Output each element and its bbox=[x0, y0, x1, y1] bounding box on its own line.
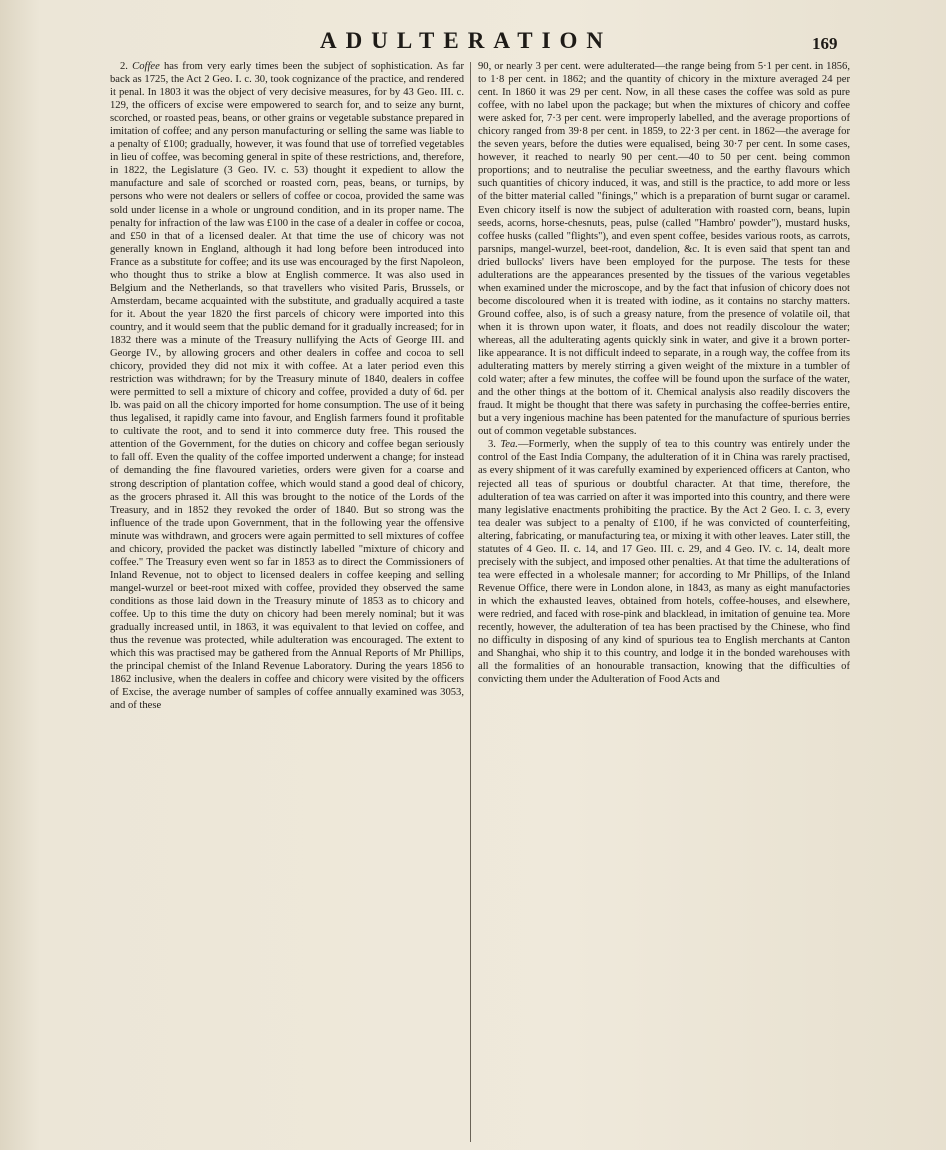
page-number: 169 bbox=[812, 34, 838, 53]
section-heading-coffee: Coffee bbox=[132, 61, 160, 72]
page-header bbox=[0, 26, 946, 62]
section-heading-tea: Tea. bbox=[500, 439, 518, 451]
running-title: ADULTERATION bbox=[320, 28, 613, 53]
paragraph-coffee bbox=[110, 60, 464, 712]
section-number: 2. bbox=[120, 61, 133, 72]
right-column bbox=[478, 60, 850, 1145]
left-column bbox=[110, 60, 464, 1145]
paragraph-text: —Formerly, when the supply of tea to this country was entirely under the control of the East India Company, the adulteration of it in China was rarely practised, as every shipment of it was carefully examined by experienced officers at Canton, who rejected all teas of spurious or doubtful character. At that time, therefore, the adulteration of tea was carried on after it was imported into this country, and there were many legislative enactments prohibiting the practice. By the Act 2 Geo. I. c. 3, every tea dealer was subject to a penalty of £100, if he was convicted of counterfeiting, altering, fabricating, or manufacturing tea, or mixing it with other leaves. Later still, the statutes of 4 Geo. II. c. 14, and 17 Geo. III. c. 29, and 4 Geo. IV. c. 14, dealt more precisely with the subject, and imposed other penalties. At that time the adulterations of tea were effected in a wholesale manner; for according to Mr Phillips, of the Inland Revenue Office, there were in London alone, in 1843, as many as eight manufactories in which the exhausted leaves, obtained from hotels, coffee-houses, and elsewhere, were redried, and faced with rose-pink and blacklead, in imitation of genuine tea. More recently, however, the adulteration of tea has been practised by the Chinese, who find no difficulty in disposing of any kind of spurious tea to English merchants at Canton and Shanghai, who ship it to this country, and lodge it in the bonded warehouses with all the formalities of an honourable transaction, knowing that the difficulties of convicting them under the Adulteration of Food Acts and bbox=[478, 439, 850, 686]
paragraph-text: has from very early times been the subject of sophistication. As far back as 1725, the Act 2 Geo. I. c. 30, took cognizance of the practice, and rendered it penal. In 1803 it was the object of very decisive measures, for by 43 Geo. III. c. 129, the officers of excise were empowered to search for, and to seize any burnt, scorched, or roasted peas, beans, or other grains or vegetable substance prepared in imitation of coffee; and any person manufacturing or selling the same was liable to a penalty of £100; gradually, however, it was found that use of torrefied vegetables in lieu of coffee, was becoming general in spite of these restrictions, and, therefore, in 1822, the Legislature (3 Geo. IV. c. 53) thought it expedient to allow the manufacture and sale of scorched or roasted corn, peas, beans, or turnips, by persons who were not dealers or sellers of coffee or cocoa, provided the same was sold under license in a whole or unground condition, and in its proper name. The penalty for infraction of the law was £100 in the case of a dealer in coffee or cocoa, and £50 in that of a licensed dealer. At that time the use of chicory was not generally known in England, although it had long before been introduced into France as a substitute for coffee; and its use was encouraged by the first Napoleon, who thought thus to strike a blow at English commerce. It was also used in Belgium and the Netherlands, so that travellers who visited Paris, Brussels, or Amsterdam, became acquainted with the substitute, and gradually acquired a taste for it. About the year 1820 the first parcels of chicory were imported into this country, and it would seem that the public demand for it gradually increased; for in 1832 there was a minute of the Treasury nullifying the Acts of George III. and George IV., by allowing grocers and other dealers in coffee and cocoa to sell chicory, provided they did not mix it with coffee. At a later period even this restriction was withdrawn; for by the Treasury minute of 1840, dealers in coffee were permitted to sell a mixture of chicory and coffee, provided a duty of 6d. per lb. was paid on all the chicory imported for home consumption. The use of it being thus legalised, it rapidly came into favour, and English farmers found it profitable to cultivate the root, and to send it into commerce duty free. This roused the attention of the Government, for the duties on chicory and coffee began seriously to fall off. Even the quality of the coffee imported underwent a change; for instead of demanding the fine flavoured varieties, orders were given for a coarse and strong description of plantation coffee, which would stand a good deal of chicory, as the grocers phrased it. All this was brought to the notice of the Lords of the Treasury, and in 1852 they revoked the order of 1840. But so strong was the influence of the trade upon Government, that in the following year the offensive minute was withdrawn, and grocers were again permitted to sell mixtures of coffee and chicory, provided the packet was distinctly labelled "mixture of chicory and coffee." The Treasury even went so far in 1853 as to direct the Commissioners of Inland Revenue, not to object to licensed dealers in coffee keeping and selling mangel-wurzel or beet-root mixed with coffee, provided they observed the same conditions as those laid down in the Treasury minute of 1853 as to chicory and coffee. Up to this time the duty on chicory had been merely nominal; but it was gradually increased until, in 1863, it was equivalent to that levied on coffee, and thus the revenue was protected, while adulteration was encouraged. The extent to which this was practised may be gathered from the Annual Reports of Mr Phillips, the principal chemist of the Inland Revenue Laboratory. During the years 1856 to 1862 inclusive, when the dealers in coffee and chicory were visited by the officers of Excise, the average number of samples of coffee annually examined was 3053, and of these bbox=[110, 61, 464, 712]
column-divider bbox=[470, 62, 471, 1142]
paragraph-coffee-continued: 90, or nearly 3 per cent. were adulterated—the range being from 5·1 per cent. in 1856, to 1·8 per cent. in 1862; and the quantity of chicory in the mixture averaged 24 per cent. In 1860 it was 29 per cent. Now, in all these cases the coffee was sold as pure coffee, with no label upon the package; but when the mixtures of chicory and coffee were asked for, 7·3 per cent. were improperly labelled, and the average proportions of chicory ranged from 39·8 per cent. in 1859, to 22·3 per cent. in 1862—the average for the seven years, before the duties were equalised, being 30·7 per cent. In some cases, however, it reached to nearly 90 per cent.—40 to 50 per cent. being common proportions; and to neutralise the peculiar sweetness, and the earthy flavours which such quantities of chicory induced, it was, and still is the practice, to add more or less of the bitter material called "finings," which is a preparation of burnt sugar or caramel. Even chicory itself is now the subject of adulteration with roasted corn, beans, lupin seeds, acorns, horse-chesnuts, peas, pulse (called "Hambro' powder"), mustard husks, coffee husks (called "flights"), and even spent coffee, besides various roots, as carrots, parsnips, mangel-wurzel, beet-root, dandelion, &c. It is even said that spent tan and dried bullocks' livers have been employed for the purpose. The tests for these adulterations are the appearances presented by the tissues of the various vegetables when examined under the microscope, and by the fact that infusion of chicory does not become discoloured when it is treated with iodine, as it contains no starchy matters. Ground coffee, also, is of such a greasy nature, from the presence of volatile oil, that when it is thrown upon water, it floats, and does not readily discolour the water; whereas, all the adulterating agents quickly sink in water, and give it a brown porter-like appearance. It is not difficult indeed to separate, in a rough way, the coffee from its adulterating matters by merely stirring a given weight of the mixture in a tumbler of cold water; after a few minutes, the coffee will be found upon the surface of the water, and the other things at the bottom of it. Chemical analysis also readily discovers the fraud. It might be thought that there was safety in purchasing the coffee-berries entire, but a very ingenious machine has been patented for the manufacture of spurious berries out of common vegetable substances. bbox=[478, 61, 850, 438]
paragraph-tea bbox=[478, 438, 850, 686]
section-number: 3. bbox=[488, 439, 501, 451]
